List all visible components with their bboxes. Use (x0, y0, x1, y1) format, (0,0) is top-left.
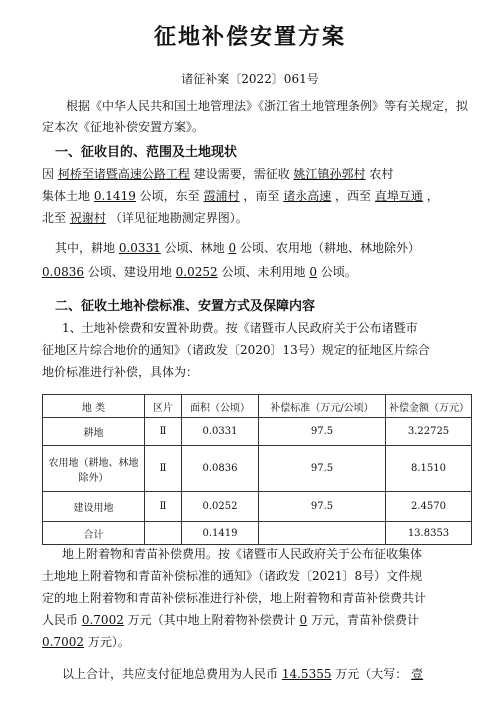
east-boundary: 霞浦村 (203, 189, 240, 203)
sec2-p1-line3: 地价标准进行补偿，具体为： (42, 365, 199, 379)
table-row: 耕地 Ⅱ 0.0331 97.5 3.22725 (43, 418, 472, 446)
table-row: 建设用地 Ⅱ 0.0252 97.5 2.4570 (43, 492, 472, 522)
col-header-area: 面积（公顷） (182, 395, 259, 418)
compensation-table (42, 394, 472, 545)
section1-heading: 一、征收目的、范围及土地现状 (55, 145, 238, 160)
crops-fee: 0.7002 (42, 635, 84, 649)
sec2-p1-line2: 征地区片综合地价的通知》（诸政发〔2020〕13号）规定的征地区片综合 (42, 343, 430, 357)
document-title: 征地补偿安置方案 (153, 25, 346, 50)
p2-line3: 定的地上附着物和青苗补偿标准进行补偿，地上附着物和青苗补偿费共计 (42, 591, 427, 605)
grand-total: 14.5355 (281, 667, 332, 681)
fixtures-total: 0.7002 (81, 613, 124, 627)
village-name: 姚江镇孙郭村 (293, 167, 366, 181)
south-boundary: 诸永高速 (283, 189, 332, 203)
p2-line5: 0.7002 万元）。 (42, 635, 130, 649)
unused-area: 0 (309, 265, 317, 279)
sec1-line5: 0.0836 公顷、建设用地 0.0252 公顷、未利用地 0 公顷。 (42, 265, 357, 279)
table-header-row (43, 395, 472, 418)
sec2-p1-line1: 1、土地补偿费和安置补助费。按《诸暨市人民政府关于公布诸暨市 (62, 321, 418, 335)
p3-line: 以上合计，共应支付征地总费用为人民币 14.5355 万元（大写： 壹 (62, 667, 424, 681)
sec1-line3: 北至 祝谢村 （详见征地勘测定界图）。 (42, 211, 248, 225)
sec1-line1: 因 柯桥至诸暨高速公路工程 建设需要，需征收 姚江镇孙郭村 农村 (42, 167, 394, 181)
forest-area: 0 (228, 241, 237, 255)
p2-line4: 人民币 0.7002 万元（其中地上附着物补偿费计 0 万元，青苗补偿费计 (42, 613, 419, 627)
sec1-line2: 集体土地 0.1419 公顷，东至 霞浦村 ，南至 诸永高速 ，西至 直埠互通 ， (42, 189, 439, 203)
sec1-line4: 其中，耕地 0.0331 公顷、林地 0 公顷、农用地（耕地、林地除外） (55, 241, 420, 255)
p2-line2: 土地地上附着物和青苗补偿标准的通知》（诸政发〔2021〕8号）文件规 (42, 569, 423, 583)
p2-line1: 地上附着物和青苗补偿费用。按《诸暨市人民政府关于公布征收集体 (62, 547, 423, 561)
fixtures-fee: 0 (299, 613, 308, 627)
agri-area: 0.0836 (42, 265, 84, 279)
table-row: 农用地（耕地、林地除外） Ⅱ 0.0836 97.5 8.1510 (43, 446, 472, 492)
construction-area: 0.0252 (175, 265, 218, 279)
col-header-amount: 补偿金额（万元） (386, 395, 472, 418)
col-header-zone: 区片 (145, 395, 182, 418)
col-header-standard: 补偿标准（万元/公顷） (259, 395, 386, 418)
section2-heading: 二、征收土地补偿标准、安置方式及保障内容 (55, 299, 316, 314)
west-boundary: 直埠互通 (374, 189, 423, 203)
intro-paragraph: 根据《中华人民共和国土地管理法》《浙江省土地管理条例》等有关规定，拟定本次《征地补偿安置方案》。 (42, 99, 469, 134)
table-total-row: 合计 0.1419 13.8353 (43, 522, 472, 545)
project-name: 柯桥至诸暨高速公路工程 (57, 167, 190, 181)
total-area: 0.1419 (93, 189, 136, 203)
north-boundary: 祝谢村 (69, 211, 106, 225)
arable-area: 0.0331 (118, 241, 161, 255)
document-number: 诸征补案〔2022〕061号 (181, 72, 319, 86)
col-header-type: 地 类 (43, 395, 145, 418)
